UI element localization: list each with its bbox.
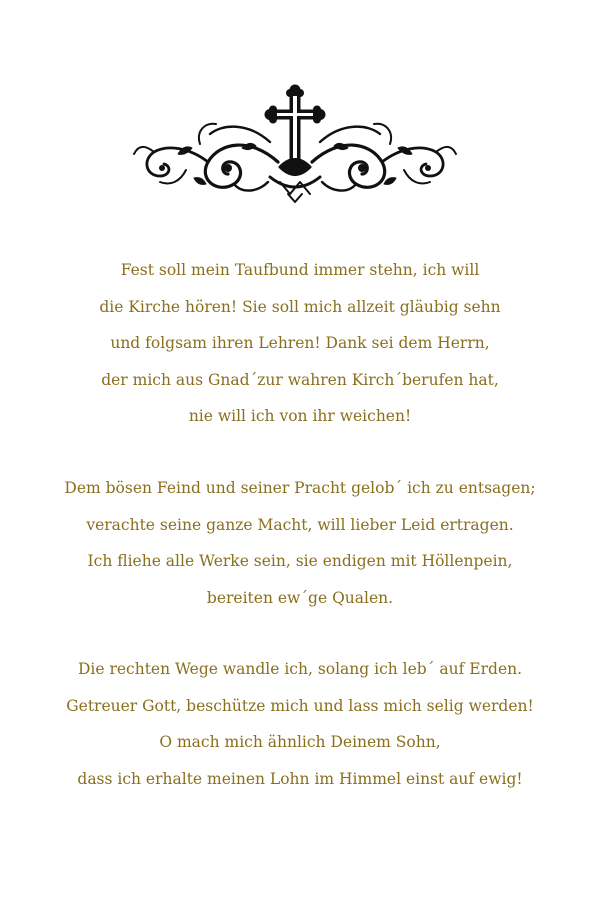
verse-line: bereiten ew´ge Qualen. [206, 588, 394, 607]
cross-flourish-ornament-icon [130, 82, 460, 207]
verse-line: O mach mich ähnlich Deinem Sohn, [159, 733, 441, 751]
verse-line: Ich fliehe alle Werke sein, sie endigen mit Höllenpein, [87, 552, 513, 570]
verse-line: Dem bösen Feind und seiner Pracht gelob´ ich zu entsagen; [64, 479, 536, 497]
verse-line: dass ich erhalte meinen Lohn im Himmel einst auf ewig! [77, 769, 523, 788]
verse-line: Getreuer Gott, beschütze mich und lass mich selig werden! [66, 696, 534, 715]
verse-1 [0, 252, 600, 435]
verse-2 [0, 470, 600, 616]
verse-line: Die rechten Wege wandle ich, solang ich leb´ auf Erden. [77, 660, 523, 678]
verse-line: die Kirche hören! Sie soll mich allzeit gläubig sehn [99, 297, 501, 316]
verse-line: und folgsam ihren Lehren! Dank sei dem Herrn, [110, 334, 490, 352]
verse-line: Fest soll mein Taufbund immer stehn, ich will [120, 261, 480, 279]
verse-line: verachte seine ganze Macht, will lieber Leid ertragen. [86, 515, 514, 534]
verse-3 [0, 651, 600, 797]
verse-line: der mich aus Gnad´zur wahren Kirch´berufen hat, [101, 370, 499, 389]
verse-line: nie will ich von ihr weichen! [188, 407, 412, 425]
